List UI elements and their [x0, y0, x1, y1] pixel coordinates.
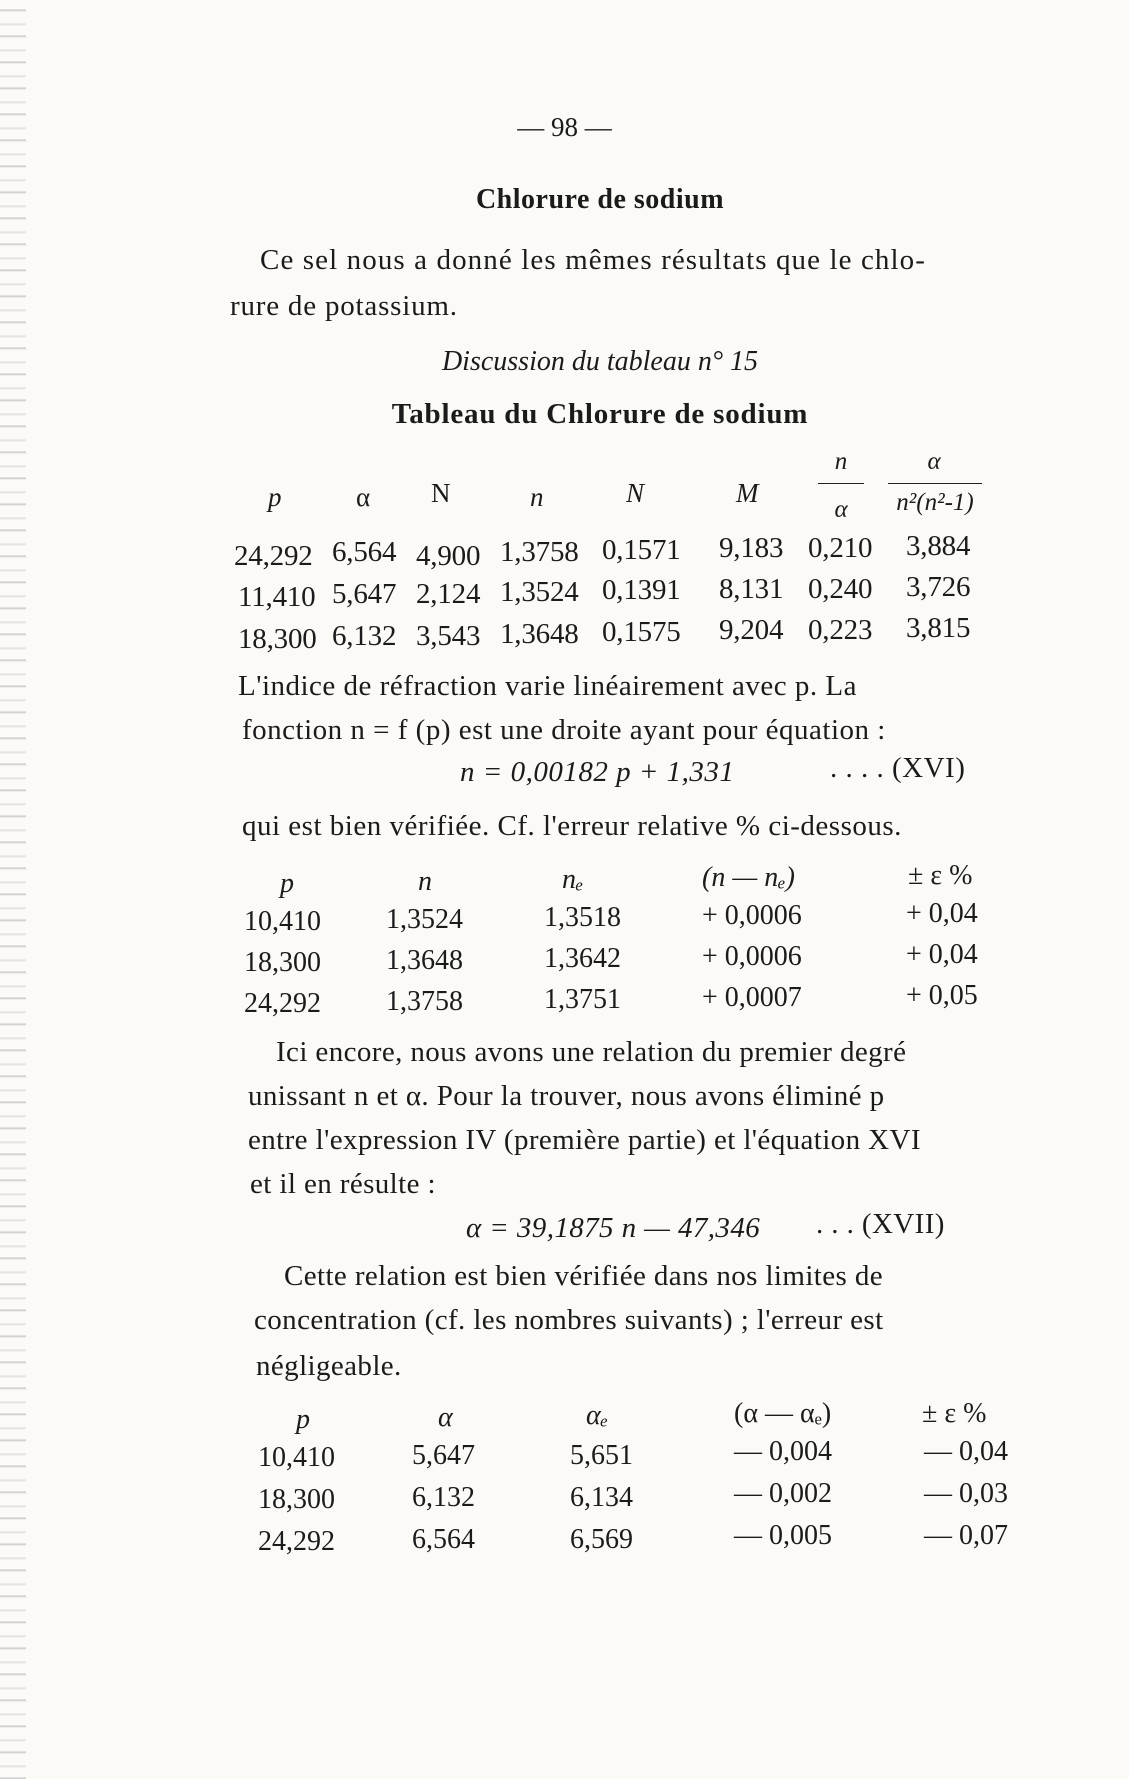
- t3-cell: 6,564: [412, 1524, 475, 1555]
- t3-cell: 6,134: [570, 1482, 633, 1513]
- t1-frac2-line: [888, 483, 982, 484]
- t2-cell: 1,3642: [544, 943, 621, 974]
- t3-cell: 6,569: [570, 1524, 633, 1555]
- t1-header-p: p: [268, 482, 282, 512]
- t3-cell: 24,292: [258, 1526, 335, 1557]
- paragraph3-line-1: Ici encore, nous avons une relation du premier degré: [276, 1036, 907, 1068]
- t3-cell: 10,410: [258, 1442, 335, 1473]
- t2-cell: + 0,05: [906, 980, 978, 1011]
- t1-cell: 9,204: [719, 614, 784, 646]
- t1-cell: 0,1391: [602, 574, 681, 606]
- t1-cell: 0,223: [808, 614, 873, 646]
- t2-cell: + 0,0006: [702, 941, 802, 972]
- t1-cell: 1,3648: [500, 618, 579, 650]
- t3-cell: 18,300: [258, 1484, 335, 1515]
- t3-cell: — 0,04: [924, 1436, 1008, 1467]
- t1-header-M: M: [736, 478, 759, 508]
- equation-xvii-label: . . . (XVII): [816, 1208, 945, 1240]
- t1-cell: 4,900: [416, 540, 481, 572]
- t1-frac1-numerator: n: [834, 448, 848, 475]
- discussion-heading: Discussion du tableau n° 15: [441, 346, 759, 377]
- t1-cell: 24,292: [234, 540, 313, 572]
- t1-header-N-italic: N: [626, 478, 645, 508]
- t2-header-nc: nₑ: [562, 864, 584, 895]
- t1-cell: 9,183: [719, 532, 784, 564]
- t2-cell: 1,3524: [386, 904, 463, 935]
- t2-cell: + 0,0006: [702, 900, 802, 931]
- paragraph3-line-2: unissant n et α. Pour la trouver, nous avons éliminé p: [248, 1080, 885, 1112]
- t2-cell: + 0,0007: [702, 982, 802, 1013]
- section-title: Chlorure de sodium: [475, 184, 725, 215]
- paragraph4-line-1: Cette relation est bien vérifiée dans nos limites de: [284, 1260, 884, 1292]
- t2-cell: 1,3758: [386, 986, 463, 1017]
- t3-cell: 6,132: [412, 1482, 475, 1513]
- intro-line-1: Ce sel nous a donné les mêmes résultats que le chlo-: [260, 244, 927, 276]
- t1-cell: 0,1571: [602, 534, 681, 566]
- paragraph4-line-2: concentration (cf. les nombres suivants) ; l'erreur est: [254, 1304, 884, 1336]
- t1-cell: 18,300: [238, 623, 317, 655]
- table-title: Tableau du Chlorure de sodium: [391, 398, 809, 430]
- t1-cell: 8,131: [719, 573, 784, 605]
- t1-header-N: N: [431, 478, 451, 508]
- t1-frac2-denominator: n²(n²-1): [896, 489, 974, 516]
- paragraph4-line-3: négligeable.: [256, 1350, 402, 1382]
- t3-cell: — 0,004: [734, 1436, 832, 1467]
- t3-cell: — 0,005: [734, 1520, 832, 1551]
- t1-cell: 3,543: [416, 620, 481, 652]
- t2-cell: 18,300: [244, 947, 321, 978]
- paragraph2-line-1: L'indice de réfraction varie linéairement avec p. La: [238, 670, 857, 702]
- t1-cell: 6,132: [332, 620, 397, 652]
- t3-cell: — 0,03: [924, 1478, 1008, 1509]
- t2-cell: 1,3518: [544, 902, 621, 933]
- t1-cell: 5,647: [332, 578, 397, 610]
- t3-cell: — 0,002: [734, 1478, 832, 1509]
- t1-cell: 11,410: [238, 581, 316, 613]
- t3-header-alpha: α: [438, 1402, 453, 1433]
- page-number: — 98 —: [517, 112, 612, 142]
- t1-frac1-line: [818, 483, 864, 484]
- t2-cell: + 0,04: [906, 939, 978, 970]
- paragraph2-line-2: fonction n = f (p) est une droite ayant pour équation :: [242, 714, 886, 746]
- t1-cell: 0,1575: [602, 616, 681, 648]
- t1-cell: 3,884: [906, 530, 971, 562]
- t3-header-err: ± ε %: [922, 1398, 987, 1429]
- t3-cell: 5,651: [570, 1440, 633, 1471]
- t1-cell: 0,210: [808, 532, 873, 564]
- t1-cell: 2,124: [416, 578, 481, 610]
- t2-cell: 10,410: [244, 906, 321, 937]
- t1-frac2-numerator: α: [927, 448, 941, 475]
- t2-cell: 1,3648: [386, 945, 463, 976]
- equation-xvi-label: . . . . (XVI): [830, 752, 966, 784]
- intro-line-2: rure de potassium.: [230, 290, 458, 322]
- t1-cell: 3,815: [906, 612, 971, 644]
- paragraph3-line-3: entre l'expression IV (première partie) et l'équation XVI: [248, 1124, 921, 1156]
- t2-header-p: p: [280, 868, 294, 899]
- t2-header-n: n: [418, 866, 432, 897]
- t3-cell: — 0,07: [924, 1520, 1008, 1551]
- t1-header-n: n: [530, 482, 544, 512]
- t2-cell: 1,3751: [544, 984, 621, 1015]
- t1-cell: 0,240: [808, 573, 873, 605]
- t1-frac1-denominator: α: [834, 496, 848, 523]
- t2-cell: + 0,04: [906, 898, 978, 929]
- t1-header-alpha: α: [356, 482, 371, 512]
- binding-edge: [0, 0, 26, 1779]
- paragraph2-line-3: qui est bien vérifiée. Cf. l'erreur relative % ci-dessous.: [242, 810, 902, 842]
- t1-cell: 6,564: [332, 536, 397, 568]
- t1-cell: 1,3758: [500, 536, 579, 568]
- equation-xvi: n = 0,00182 p + 1,331: [460, 756, 735, 788]
- t2-cell: 24,292: [244, 988, 321, 1019]
- t3-header-diff: (α — αₑ): [734, 1398, 832, 1429]
- t2-header-err: ± ε %: [908, 860, 973, 891]
- t1-cell: 3,726: [906, 571, 971, 603]
- t1-cell: 1,3524: [500, 576, 579, 608]
- equation-xvii: α = 39,1875 n — 47,346: [466, 1212, 761, 1244]
- paragraph3-line-4: et il en résulte :: [250, 1168, 436, 1200]
- t3-header-alphac: αₑ: [586, 1400, 609, 1431]
- t2-header-diff: (n — nₑ): [702, 862, 795, 893]
- t3-cell: 5,647: [412, 1440, 475, 1471]
- t3-header-p: p: [296, 1404, 310, 1435]
